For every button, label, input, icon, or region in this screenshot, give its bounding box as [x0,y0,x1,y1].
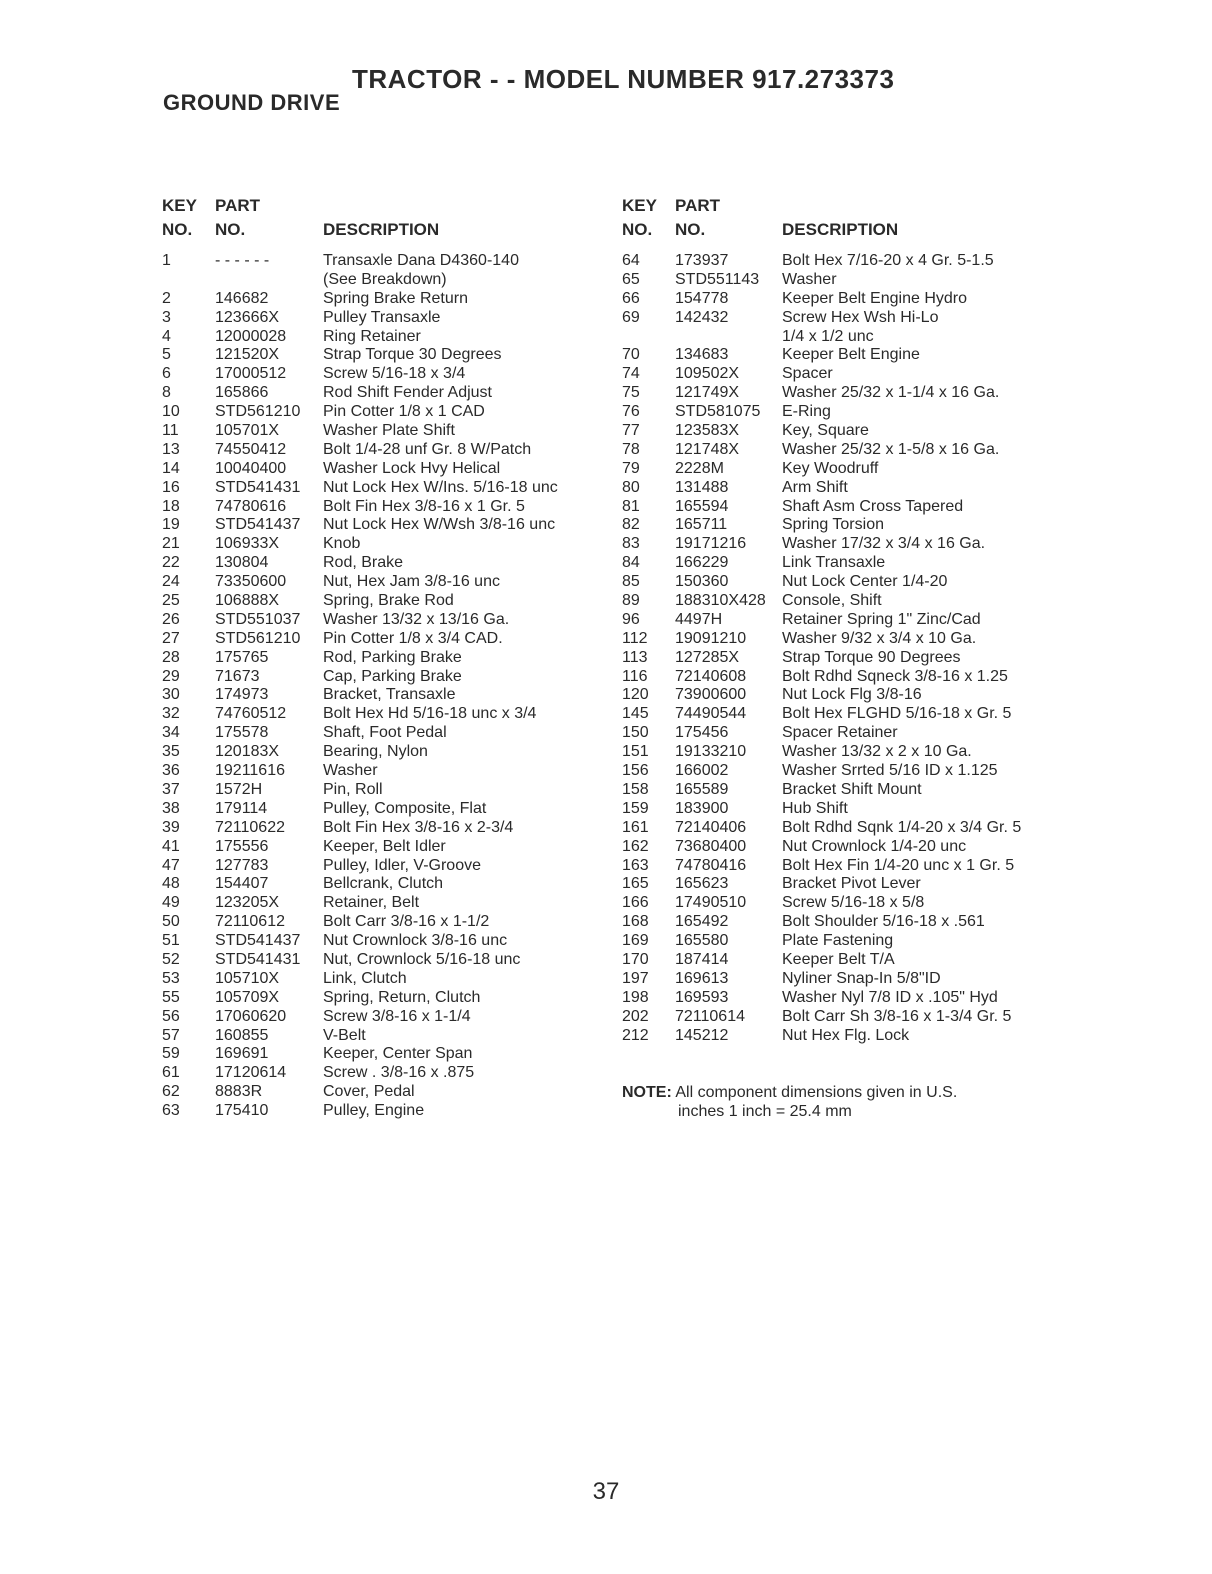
part-number: 146682 [215,289,269,307]
part-description: (See Breakdown) [323,270,447,288]
key-number: 75 [622,384,640,402]
part-description: Bracket Shift Mount [782,780,922,798]
key-number: 64 [622,252,640,269]
key-number: 18 [162,497,180,515]
part-number: 179114 [215,799,268,817]
key-number: 10 [162,403,180,421]
part-description: Nut Lock Flg 3/8-16 [782,686,922,704]
part-number: 175556 [215,837,269,855]
part-description: Key, Square [782,422,869,440]
key-number: 21 [162,535,180,553]
part-number: 187414 [675,950,729,968]
part-description: Washer 17/32 x 3/4 x 16 Ga. [782,535,986,553]
key-number: 161 [622,818,649,836]
key-number: 166 [622,894,649,912]
key-number: 80 [622,478,640,496]
part-number: 105710X [215,969,280,987]
part-number: 19091210 [675,629,747,647]
key-number: 16 [162,478,180,496]
part-description: Key Woodruff [782,459,879,477]
part-number: 160855 [215,1026,269,1044]
part-description: Retainer, Belt [323,894,420,912]
part-number: 169613 [675,969,729,987]
part-number: 17120614 [215,1064,287,1082]
key-number: 51 [162,932,180,950]
key-number: 28 [162,648,180,666]
part-number: STD541431 [215,950,301,968]
part-description: Washer 13/32 x 13/16 Ga. [323,610,510,628]
part-number: 72110612 [215,913,285,931]
part-description: Bolt Hex Fin 1/4-20 unc x 1 Gr. 5 [782,856,1015,874]
part-number: STD561210 [215,403,301,421]
part-number: 175456 [675,724,729,742]
part-number: 166229 [675,554,729,572]
part-description: Nut Crownlock 3/8-16 unc [323,932,508,950]
part-number: 105701X [215,422,280,440]
key-number: 150 [622,724,649,742]
part-number: 165866 [215,384,269,402]
part-description: Rod Shift Fender Adjust [323,384,492,402]
part-number: 134683 [675,346,729,364]
key-number: 2 [162,289,171,307]
part-description: Pulley Transaxle [323,308,441,326]
key-number: 96 [622,610,640,628]
part-number: STD551037 [215,610,301,628]
part-description: Bolt Shoulder 5/16-18 x .561 [782,913,985,931]
part-number: 106888X [215,592,280,610]
key-number: 112 [622,629,648,647]
part-description: Washer 25/32 x 1-5/8 x 16 Ga. [782,440,1000,458]
part-description: V-Belt [323,1026,366,1044]
key-number: 8 [162,384,171,402]
part-description: Arm Shift [782,478,848,496]
key-number: 34 [162,724,180,742]
key-number: 59 [162,1045,180,1063]
key-number: 19 [162,516,180,534]
part-description: Pin, Roll [323,780,383,798]
part-description: Bolt Carr Sh 3/8-16 x 1-3/4 Gr. 5 [782,1007,1012,1025]
part-number: 165589 [675,780,729,798]
part-number: 72110622 [215,818,285,836]
part-header-line2: NO. [675,220,706,239]
key-number: 89 [622,592,640,610]
key-number: 65 [622,270,640,288]
key-number: 79 [622,459,640,477]
part-number: 19133210 [675,743,747,761]
part-description: Pulley, Idler, V-Groove [323,856,481,874]
section-title: GROUND DRIVE [163,90,341,115]
key-number: 81 [622,497,640,515]
part-number: 123205X [215,894,280,912]
part-description: Washer Plate Shift [323,422,455,440]
part-number: 154778 [675,289,729,307]
part-description: Cover, Pedal [323,1083,415,1101]
part-description: E-Ring [782,403,831,421]
key-number: 151 [622,743,649,761]
part-description: Bolt Rdhd Sqnk 1/4-20 x 3/4 Gr. 5 [782,818,1022,836]
part-description: Nut Lock Center 1/4-20 [782,573,948,591]
key-number: 37 [162,780,180,798]
part-description: Washer [323,762,378,780]
key-number: 38 [162,799,180,817]
dimension-note [622,1083,1042,1121]
part-number: 145212 [675,1026,729,1044]
part-number: 169691 [215,1045,269,1063]
key-number: 168 [622,913,649,931]
part-number: 106933X [215,535,280,553]
key-number: 63 [162,1102,180,1120]
key-number: 74 [622,365,640,383]
part-number: 165623 [675,875,729,893]
key-number: 163 [622,856,649,874]
part-description: Strap Torque 90 Degrees [782,648,961,666]
description-header: DESCRIPTION [323,220,440,239]
part-description: Hub Shift [782,799,848,817]
part-number: 183900 [675,799,729,817]
part-number: STD541431 [215,478,301,496]
part-number: 74780416 [675,856,747,874]
part-number: 142432 [675,308,729,326]
part-description: Keeper Belt Engine [782,346,920,364]
part-description: Spring, Return, Clutch [323,988,481,1006]
part-description: Screw 5/16-18 x 5/8 [782,894,925,912]
part-description: Link, Clutch [323,969,407,987]
part-description: Keeper Belt Engine Hydro [782,289,967,307]
part-description: Link Transaxle [782,554,886,572]
part-description: Pin Cotter 1/8 x 3/4 CAD. [323,629,503,647]
part-description: Nut Crownlock 1/4-20 unc [782,837,967,855]
part-description: Bearing, Nylon [323,743,428,761]
key-number: 57 [162,1026,180,1044]
key-number: 3 [162,308,171,326]
key-number: 49 [162,894,180,912]
part-description: Nut Hex Flg. Lock [782,1026,910,1044]
part-number: 173937 [675,252,729,269]
key-number: 66 [622,289,640,307]
part-number: 165594 [675,497,729,515]
note-line1: All component dimensions given in U.S. [675,1084,958,1101]
part-number: 120183X [215,743,280,761]
part-description: Bolt Hex FLGHD 5/16-18 x Gr. 5 [782,705,1012,723]
part-number: 165711 [675,516,728,534]
key-number: 85 [622,573,640,591]
key-number: 24 [162,573,180,591]
part-description: 1/4 x 1/2 unc [782,327,874,345]
part-description: Washer [782,270,837,288]
key-number: 156 [622,762,649,780]
key-number: 162 [622,837,649,855]
part-description: Washer 9/32 x 3/4 x 10 Ga. [782,629,977,647]
part-number: 169593 [675,988,729,1006]
key-number: 69 [622,308,640,326]
part-description: Console, Shift [782,592,882,610]
key-number: 39 [162,818,180,836]
key-header: KEY [622,196,657,215]
part-description: Pin Cotter 1/8 x 1 CAD [323,403,485,421]
key-number: 165 [622,875,649,893]
part-number: 175765 [215,648,269,666]
part-description: Rod, Parking Brake [323,648,462,666]
key-number: 36 [162,762,180,780]
part-description: Keeper Belt T/A [782,950,895,968]
key-number: 11 [162,422,179,440]
part-number: 17000512 [215,365,287,383]
part-description: Bolt Rdhd Sqneck 3/8-16 x 1.25 [782,667,1008,685]
part-number: 165580 [675,932,729,950]
key-number: 120 [622,686,649,704]
part-description: Bracket Pivot Lever [782,875,921,893]
key-number: 13 [162,440,180,458]
part-description: Screw 3/8-16 x 1-1/4 [323,1007,471,1025]
part-number: STD551143 [675,270,760,288]
key-number: 47 [162,856,180,874]
key-number: 113 [622,648,648,666]
part-description: Washer Lock Hvy Helical [323,459,501,477]
part-number: 19171216 [675,535,747,553]
part-header-line2: NO. [215,220,246,239]
part-description: Bolt Fin Hex 3/8-16 x 2-3/4 [323,818,514,836]
part-number: STD561210 [215,629,301,647]
key-number: 170 [622,950,649,968]
part-number: 166002 [675,762,729,780]
key-number: 41 [162,837,180,855]
part-description: Spring Brake Return [323,289,468,307]
key-number: 29 [162,667,180,685]
part-number: 73350600 [215,573,287,591]
key-number: 4 [162,327,171,345]
part-number: 127285X [675,648,740,666]
key-number: 30 [162,686,180,704]
part-description: Pulley, Composite, Flat [323,799,487,817]
part-number: 2228M [675,459,724,477]
key-number: 1 [162,252,171,269]
key-number: 158 [622,780,649,798]
page-title: TRACTOR - - MODEL NUMBER 917.273373 [352,64,895,94]
part-number: 174973 [215,686,269,704]
part-number: 175578 [215,724,269,742]
key-number: 84 [622,554,640,572]
part-number: 123583X [675,422,740,440]
key-number: 6 [162,365,171,383]
part-number: 74760512 [215,705,287,723]
part-number: STD541437 [215,516,301,534]
part-description: Bolt Carr 3/8-16 x 1-1/2 [323,913,490,931]
key-number: 212 [622,1026,649,1044]
part-description: Nut, Crownlock 5/16-18 unc [323,950,521,968]
key-number: 22 [162,554,180,572]
key-number: 62 [162,1083,180,1101]
key-number: 159 [622,799,649,817]
part-description: Bracket, Transaxle [323,686,456,704]
key-number: 56 [162,1007,180,1025]
part-description: Spring, Brake Rod [323,592,454,610]
key-number: 27 [162,629,180,647]
key-number: 78 [622,440,640,458]
part-description: Spring Torsion [782,516,884,534]
part-number: 127783 [215,856,269,874]
part-description: Nut Lock Hex W/Wsh 3/8-16 unc [323,516,556,534]
part-description: Nut, Hex Jam 3/8-16 unc [323,573,500,591]
part-number: 175410 [215,1102,269,1120]
key-number: 61 [162,1064,180,1082]
key-number: 50 [162,913,180,931]
part-number: 109502X [675,365,740,383]
part-number: 72110614 [675,1007,745,1025]
key-number: 14 [162,459,180,477]
part-description: Ring Retainer [323,327,421,345]
key-number: 55 [162,988,180,1006]
key-number: 169 [622,932,649,950]
part-number: 74490544 [675,705,747,723]
part-description: Keeper, Center Span [323,1045,473,1063]
part-description: Bolt Hex Hd 5/16-18 unc x 3/4 [323,705,537,723]
key-header-line2: NO. [162,220,193,239]
part-description: Washer 13/32 x 2 x 10 Ga. [782,743,972,761]
part-description: Washer Srrted 5/16 ID x 1.125 [782,762,998,780]
part-description: Screw . 3/8-16 x .875 [323,1064,475,1082]
part-number: 17060620 [215,1007,287,1025]
part-number: 150360 [675,573,729,591]
note-label: NOTE: [622,1084,672,1101]
part-number: 131488 [675,478,729,496]
key-number: 70 [622,346,640,364]
key-number: 197 [622,969,649,987]
part-number: 188310X428 [675,592,766,610]
part-header: PART [675,196,721,215]
part-number: - - - - - - [215,252,270,269]
part-number: 165492 [675,913,729,931]
part-number: 121748X [675,440,740,458]
part-number: 123666X [215,308,280,326]
key-number: 202 [622,1007,649,1025]
part-number: 1572H [215,780,263,798]
part-number: 121749X [675,384,740,402]
part-description: Bolt 1/4-28 unf Gr. 8 W/Patch [323,440,532,458]
part-number: 71673 [215,667,260,685]
key-number: 83 [622,535,640,553]
key-header: KEY [162,196,197,215]
part-number: 12000028 [215,327,287,345]
part-header: PART [215,196,261,215]
key-number: 48 [162,875,180,893]
part-number: 4497H [675,610,723,628]
part-description: Keeper, Belt Idler [323,837,446,855]
part-number: 10040400 [215,459,287,477]
part-description: Pulley, Engine [323,1102,425,1120]
part-number: 154407 [215,875,269,893]
part-number: 73900600 [675,686,747,704]
part-description: Cap, Parking Brake [323,667,462,685]
key-number: 77 [622,422,640,440]
part-number: 121520X [215,346,280,364]
key-number: 5 [162,346,171,364]
part-number: 74550412 [215,440,287,458]
part-description: Washer Nyl 7/8 ID x .105" Hyd [782,988,998,1006]
part-description: Bolt Fin Hex 3/8-16 x 1 Gr. 5 [323,497,525,515]
part-description: Bellcrank, Clutch [323,875,444,893]
part-description: Spacer Retainer [782,724,898,742]
key-number: 82 [622,516,640,534]
key-number: 53 [162,969,180,987]
part-description: Knob [323,535,361,553]
part-description: Nyliner Snap-In 5/8"ID [782,969,941,987]
key-header-line2: NO. [622,220,653,239]
key-number: 52 [162,950,180,968]
key-number: 145 [622,705,649,723]
part-description: Shaft, Foot Pedal [323,724,447,742]
description-header: DESCRIPTION [782,220,899,239]
part-description: Retainer Spring 1" Zinc/Cad [782,610,981,628]
part-number: 72140406 [675,818,747,836]
part-description: Nut Lock Hex W/Ins. 5/16-18 unc [323,478,558,496]
part-number: STD581075 [675,403,761,421]
part-description: Screw Hex Wsh Hi-Lo [782,308,939,326]
part-number: 17490510 [675,894,747,912]
part-description: Spacer [782,365,833,383]
part-number: 72140608 [675,667,747,685]
part-number: 74780616 [215,497,287,515]
part-description: Strap Torque 30 Degrees [323,346,502,364]
note-line2: inches 1 inch = 25.4 mm [678,1103,852,1120]
part-description: Screw 5/16-18 x 3/4 [323,365,466,383]
part-description: Transaxle Dana D4360-140 [323,252,519,269]
part-number: 8883R [215,1083,263,1101]
key-number: 32 [162,705,180,723]
key-number: 35 [162,743,180,761]
key-number: 26 [162,610,180,628]
key-number: 116 [622,667,648,685]
part-number: 19211616 [215,762,285,780]
part-description: Washer 25/32 x 1-1/4 x 16 Ga. [782,384,1000,402]
part-number: 73680400 [675,837,747,855]
part-number: 105709X [215,988,280,1006]
key-number: 198 [622,988,649,1006]
page-number: 37 [592,1478,620,1505]
part-description: Bolt Hex 7/16-20 x 4 Gr. 5-1.5 [782,252,994,269]
part-number: 130804 [215,554,269,572]
key-number: 76 [622,403,640,421]
part-description: Rod, Brake [323,554,404,572]
part-description: Shaft Asm Cross Tapered [782,497,964,515]
key-number: 25 [162,592,180,610]
part-description: Plate Fastening [782,932,894,950]
part-number: STD541437 [215,932,301,950]
